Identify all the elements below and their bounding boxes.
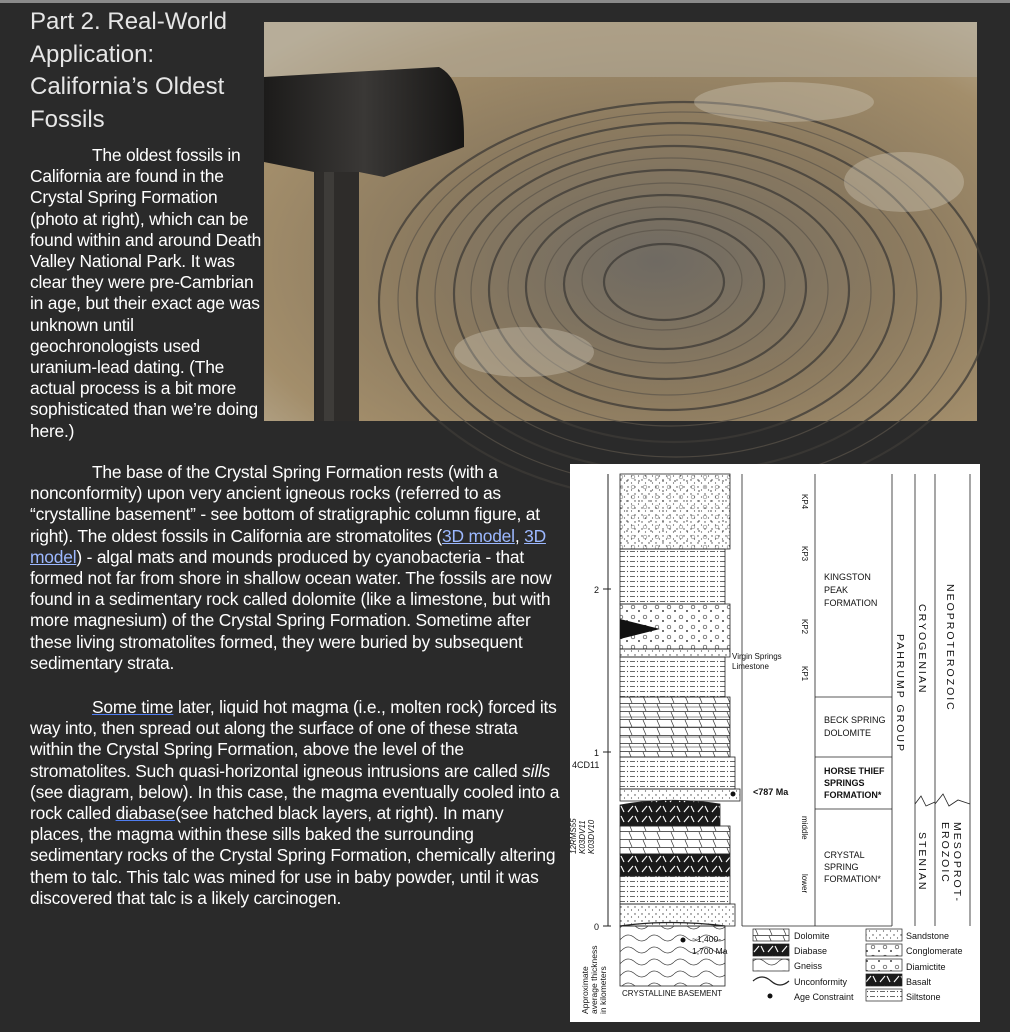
age-787: <787 Ma [753, 787, 789, 797]
age-basement-line1: ~1,400- [692, 934, 722, 944]
3d-model-link-1[interactable]: 3D model [441, 525, 515, 546]
crystal-spring-lower: lower [800, 874, 809, 894]
sample-k03dv11: K03DV11 [578, 820, 587, 854]
horse-line2: SPRINGS [824, 778, 865, 788]
stromatolite-photo-image [264, 22, 977, 421]
p2-comma: , [514, 525, 525, 546]
legend-sandstone: Sandstone [906, 931, 950, 941]
legend-conglomerate: Conglomerate [906, 946, 963, 956]
crystal-line1: CRYSTAL [824, 850, 865, 860]
p3-text3: (see hatched black layers, at right). In many places, the magma within these sills baked the surrounding sedimentary rocks of the Crystal Spring Formation, chemically altering them to talc. This talc was mined for use in baby powder, until it was discovered that talc is a likely carcinogen. [30, 803, 556, 908]
scale-tick-1: 1 [594, 748, 600, 758]
virgin-springs-line1: Virgin Springs [732, 652, 782, 661]
kingston-line1: KINGSTON [824, 572, 871, 582]
legend-siltstone: Siltstone [906, 992, 941, 1002]
stenian-label: STENIAN [916, 832, 928, 892]
sample-12rms55: 12RMS55 [569, 818, 578, 854]
top-border [0, 0, 1010, 3]
neoproterozoic-label: NEOPROTEROZOIC [944, 584, 956, 712]
sample-k03dv10: K03DV10 [587, 819, 596, 854]
crystal-spring-middle: middle [800, 816, 809, 840]
p2-after: ) - algal mats and mounds produced by cyanobacteria - that formed not far from shore in shallow ocean water. The fossils are now found in a sedimentary rock called dolomite (like a limestone, but with more magnesium) of the Crystal Spring Formation. Sometime after these living stromatolites formed, they were buried by subsequent sedimentary strata. [30, 546, 552, 673]
crystal-line2: SPRING [824, 862, 859, 872]
sample-4cd11: 4CD11 [572, 760, 600, 770]
virgin-springs-line2: Limestone [732, 662, 769, 671]
horse-line1: HORSE THIEF [824, 766, 885, 776]
p2-before: The base of the Crystal Spring Formation rests (with a nonconformity) upon very ancient igneous rocks (referred to as “crystalline basement” - see bottom of stratigraphic column figure, at right). The oldest fossils in California are stromatolites ( [30, 462, 540, 546]
crystalline-basement-label: CRYSTALLINE BASEMENT [622, 989, 723, 998]
3d-model-link-2[interactable]: 3D model [30, 525, 546, 567]
crystal-line3: FORMATION* [824, 874, 881, 884]
age-basement-line2: 1,700 Ma [692, 946, 728, 956]
paragraph-oldest-fossils [30, 145, 266, 442]
legend-dolomite: Dolomite [794, 931, 830, 941]
sills-term: sills [522, 760, 551, 781]
p1-text: The oldest fossils in California are found in the Crystal Spring Formation (photo at right), which can be found within and around Death Valley National Park. It was clear they were pre-Cambrian in age, but their exact age was unknown until geochronologists used uranium-lead dating. (The actual process is a bit more sophisticated than we’re doing here.) [30, 145, 262, 441]
mesoproterozoic-label-line2: EROZOIC [939, 822, 951, 884]
paragraph-crystal-spring-base [30, 462, 558, 674]
diabase-term: diabase [115, 803, 176, 824]
scale-tick-0: 0 [594, 922, 600, 932]
legend-gneiss: Gneiss [794, 961, 823, 971]
some-time-text: Some time [92, 697, 174, 717]
member-kp1: KP1 [800, 666, 809, 682]
page-title: Part 2. Real-World Application: California’s Oldest Fossils [30, 8, 227, 133]
cryogenian-label: CRYOGENIAN [916, 604, 928, 695]
scale-label-line1: Approximate [580, 966, 590, 1014]
p3-text2: (see diagram, below). In this case, the magma eventually cooled into a rock called [30, 781, 560, 824]
paragraph-magma-sills [30, 697, 560, 909]
kingston-line3: FORMATION [824, 598, 878, 608]
legend-unconformity: Unconformity [794, 977, 848, 987]
legend-basalt: Basalt [906, 977, 932, 987]
stratigraphic-column [570, 464, 980, 1022]
kingston-line2: PEAK [824, 585, 849, 595]
pahrump-group-label: PAHRUMP GROUP [894, 634, 906, 753]
p3-text1: later, liquid hot magma (i.e., molten rock) forced its way into, then spread out along the surface of one of these strata within the Crystal Spring Formation, above the level of the stromatolites. Such quasi-horizontal igneous intrusions are called [30, 697, 557, 781]
member-kp3: KP3 [800, 546, 809, 562]
mesoproterozoic-label-line1: MESOPROT- [951, 822, 963, 904]
horse-line3: FORMATION* [824, 790, 882, 800]
scale-label-line2: average thickness [589, 945, 599, 1014]
stratigraphic-column-figure [570, 464, 980, 1022]
scale-tick-2: 2 [594, 585, 600, 595]
member-kp2: KP2 [800, 619, 809, 635]
beck-line2: DOLOMITE [824, 728, 872, 738]
stromatolite-photo [264, 22, 977, 421]
legend-diamictite: Diamictite [906, 962, 946, 972]
member-kp4: KP4 [800, 494, 809, 510]
beck-line1: BECK SPRING [824, 715, 886, 725]
scale-label-line3: in kilometers [598, 966, 608, 1014]
legend-age-constraint: Age Constraint [794, 992, 854, 1002]
legend-diabase: Diabase [794, 946, 828, 956]
